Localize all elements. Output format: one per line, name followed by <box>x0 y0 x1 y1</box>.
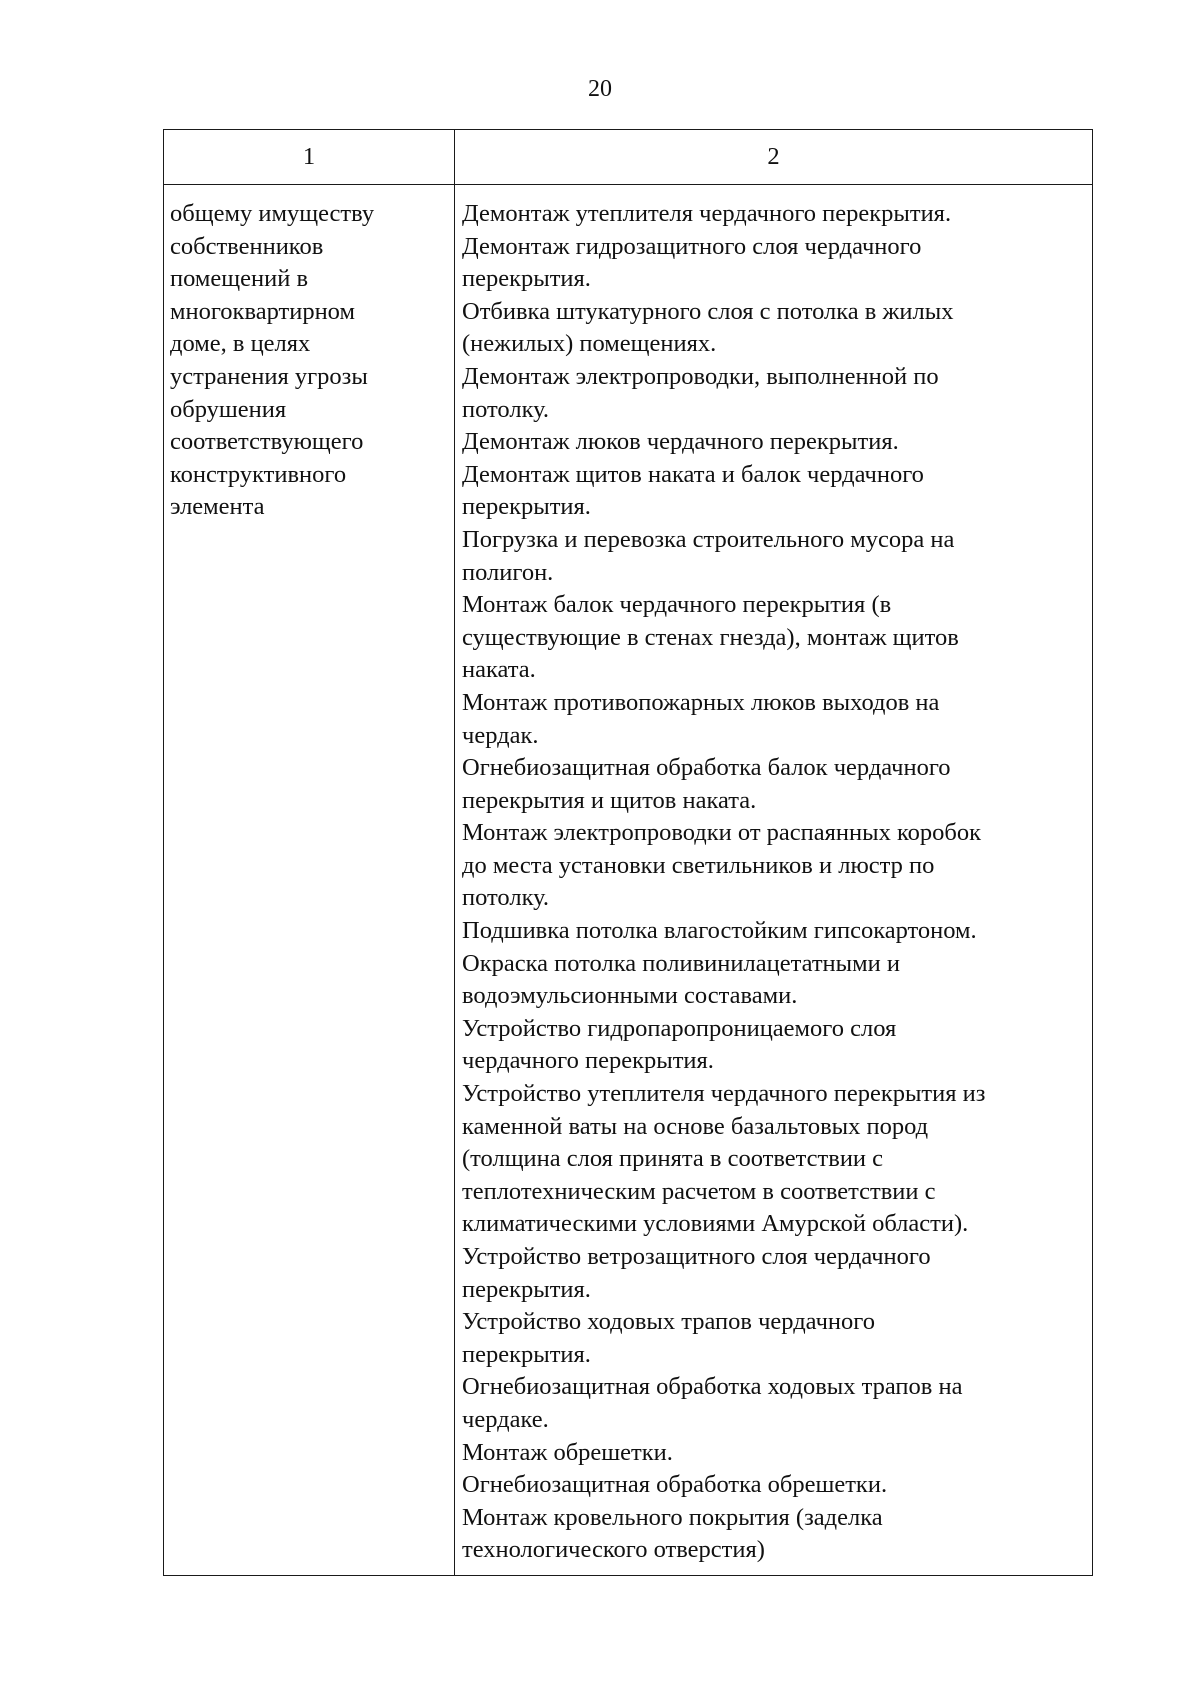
object-description-line: собственников <box>170 232 324 260</box>
work-item-line: перекрытия. <box>462 493 591 521</box>
work-item-line: Монтаж обрешетки. <box>462 1438 673 1466</box>
work-item-line: (толщина слоя принята в соответствии с <box>462 1145 884 1173</box>
column-header-1: 1 <box>164 130 455 185</box>
works-table <box>163 129 1093 1576</box>
work-item-line: потолку. <box>462 395 550 423</box>
object-description-line: устранения угрозы <box>170 362 368 390</box>
work-item-line: полигон. <box>462 558 554 586</box>
work-item-line: Устройство ходовых трапов чердачного <box>462 1308 875 1336</box>
work-item-line: Погрузка и перевозка строительного мусора на <box>462 525 955 553</box>
work-item-line: Демонтаж гидрозащитного слоя чердачного <box>462 232 922 260</box>
object-description-line: многоквартирном <box>170 297 355 325</box>
work-item-line: Огнебиозащитная обработка ходовых трапов на <box>462 1373 963 1401</box>
work-item-line: водоэмульсионными составами. <box>462 982 798 1010</box>
object-description-line: доме, в целях <box>170 330 311 358</box>
table-header-row <box>164 130 1093 185</box>
work-item-line: Монтаж электропроводки от распаянных коробок <box>462 819 981 847</box>
work-item-line: наката. <box>462 656 536 684</box>
work-item-line: Демонтаж электропроводки, выполненной по <box>462 362 939 390</box>
work-item-line: перекрытия и щитов наката. <box>462 786 757 814</box>
object-description-cell <box>164 185 455 1576</box>
work-item-line: до места установки светильников и люстр по <box>462 851 935 879</box>
work-item-line: (нежилых) помещениях. <box>462 330 717 358</box>
work-item-line: теплотехническим расчетом в соответствии с <box>462 1177 936 1205</box>
work-item-line: Монтаж кровельного покрытия (заделка <box>462 1503 883 1531</box>
work-item-line: Демонтаж щитов наката и балок чердачного <box>462 460 924 488</box>
work-item-line: чердачного перекрытия. <box>462 1047 714 1075</box>
work-item-line: Монтаж балок чердачного перекрытия (в <box>462 591 892 619</box>
work-item-line: потолку. <box>462 884 550 912</box>
work-item-line: каменной ваты на основе базальтовых пород <box>462 1112 929 1140</box>
work-item-line: перекрытия. <box>462 265 591 293</box>
work-item-line: Подшивка потолка влагостойким гипсокартоном. <box>462 917 977 945</box>
work-item-line: Устройство утеплителя чердачного перекрытия из <box>462 1080 986 1108</box>
work-item-line: чердак. <box>462 721 539 749</box>
page-number: 20 <box>588 76 612 102</box>
work-item-line: Окраска потолка поливинилацетатными и <box>462 949 900 977</box>
object-description-line: общему имуществу <box>170 200 375 227</box>
work-item-line: перекрытия. <box>462 1275 591 1303</box>
work-item-line: Устройство ветрозащитного слоя чердачного <box>462 1243 931 1270</box>
work-item-line: Огнебиозащитная обработка обрешетки. <box>462 1471 888 1499</box>
object-description-line: обрушения <box>170 395 287 423</box>
work-item-line: Монтаж противопожарных люков выходов на <box>462 688 940 716</box>
work-item-line: Огнебиозащитная обработка балок чердачного <box>462 754 951 782</box>
work-item-line: Демонтаж люков чердачного перекрытия. <box>462 428 899 456</box>
column-header-2: 2 <box>455 130 1093 185</box>
work-item-line: Отбивка штукатурного слоя с потолка в жилых <box>462 297 954 325</box>
object-description-line: элемента <box>170 493 265 521</box>
work-item-line: перекрытия. <box>462 1340 591 1368</box>
table-row <box>164 185 1093 1576</box>
object-description-line: соответствующего <box>170 428 364 456</box>
object-description-line: помещений в <box>170 265 309 293</box>
work-item-line: климатическими условиями Амурской области). <box>462 1210 969 1238</box>
work-item-line: Устройство гидропаропроницаемого слоя <box>462 1014 897 1042</box>
work-item-line: технологического отверстия) <box>462 1536 765 1564</box>
work-item-line: Демонтаж утеплителя чердачного перекрытия. <box>462 200 952 227</box>
work-item-line: существующие в стенах гнезда), монтаж щитов <box>462 623 959 651</box>
works-list-cell <box>455 185 1093 1576</box>
object-description-line: конструктивного <box>170 460 347 488</box>
work-item-line: чердаке. <box>462 1405 549 1433</box>
